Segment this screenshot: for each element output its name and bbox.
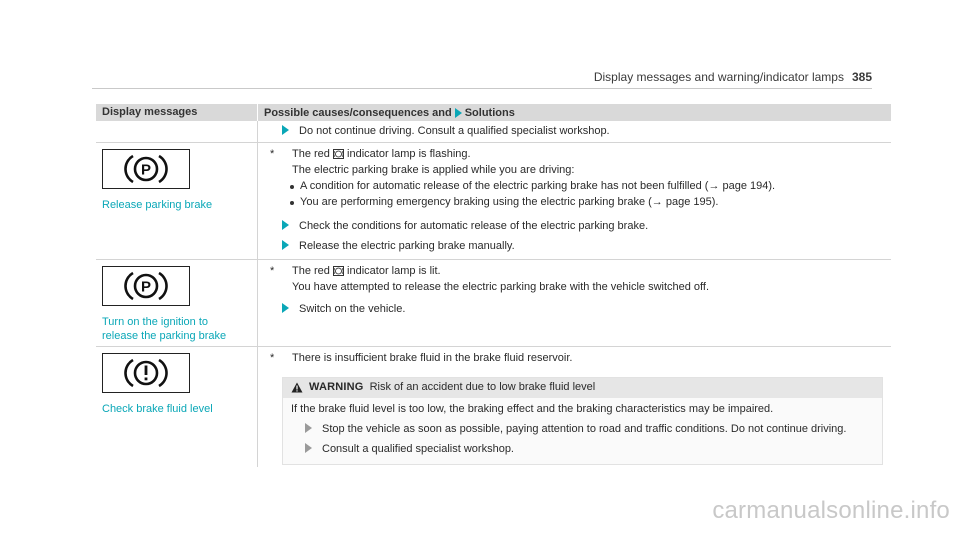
row-solution-cell: [258, 347, 891, 467]
arrow-icon: [455, 108, 462, 118]
warning-text: If the brake fluid level is too low, the braking effect and the braking characteristics may be impaired.: [291, 402, 774, 415]
parking-brake-icon: [333, 266, 344, 276]
list-item: You are performing emergency braking using the electric parking brake (→ page 195).: [290, 195, 883, 211]
table-row: [96, 347, 891, 467]
brake-warning-lamp-icon: [102, 353, 190, 393]
warning-triangle-icon: [291, 382, 303, 393]
warning-title: Risk of an accident due to low brake fluid level: [369, 380, 596, 393]
cause-detail: You have attempted to release the electric parking brake with the vehicle switched off.: [292, 280, 710, 293]
header-title: Display messages and warning/indicator lamps: [593, 70, 844, 84]
col-header-solutions-label: Solutions: [464, 106, 515, 119]
warning-label: WARNING: [309, 380, 364, 393]
display-message-release-parking-brake: Release parking brake: [102, 199, 213, 211]
display-messages-table: [96, 104, 891, 467]
arrow-icon: [305, 423, 312, 433]
arrow-icon: [282, 303, 289, 313]
row-solution-cell: [258, 260, 891, 346]
col-header-causes-label: Possible causes/consequences and: [264, 106, 452, 119]
solution-step: Do not continue driving. Consult a qualified specialist workshop.: [258, 124, 883, 140]
list-item: A condition for automatic release of the electric parking brake has not been fulfilled (→ page 194).: [290, 179, 883, 195]
parking-brake-lamp-icon: [102, 149, 190, 189]
page-header: [594, 70, 872, 84]
parking-brake-icon: [333, 149, 344, 159]
svg-text:P: P: [140, 278, 152, 296]
cause-line: * The red indicator lamp is lit.: [270, 265, 441, 277]
table-row: [96, 121, 891, 143]
cause-bullet-list: [258, 179, 883, 211]
row-message-cell: [96, 347, 258, 467]
arrow-icon: [282, 125, 289, 135]
solution-step: Switch on the vehicle.: [258, 302, 883, 318]
display-message-turn-on-ignition: Turn on the ignition to release the parking brake: [102, 316, 227, 342]
row-message-cell: [96, 260, 258, 346]
warning-header: [283, 378, 882, 398]
header-divider: [92, 88, 872, 89]
arrow-icon: [305, 443, 312, 453]
table-row: [96, 260, 891, 347]
solution-step: Stop the vehicle as soon as possible, paying attention to road and traffic conditions. Do not continue driving.: [291, 422, 874, 438]
warning-box: [282, 377, 883, 465]
solution-step: Check the conditions for automatic release of the electric parking brake.: [258, 219, 883, 235]
cause-detail: The electric parking brake is applied while you are driving:: [292, 163, 575, 176]
display-message-check-brake-fluid: Check brake fluid level: [102, 403, 213, 415]
row-solution-cell: [258, 121, 891, 142]
cause-line: * There is insufficient brake fluid in the brake fluid reservoir.: [270, 352, 573, 364]
row-message-cell: [96, 121, 258, 142]
row-solution-cell: [258, 143, 891, 259]
cause-line: * The red indicator lamp is flashing.: [270, 148, 471, 160]
svg-text:P: P: [140, 161, 152, 179]
row-message-cell: [96, 143, 258, 259]
arrow-icon: [282, 220, 289, 230]
col-header-display-messages: Display messages: [96, 104, 258, 121]
arrow-icon: [282, 240, 289, 250]
solution-step: Consult a qualified specialist workshop.: [291, 442, 874, 458]
table-row: [96, 143, 891, 260]
page-number: 385: [851, 70, 872, 84]
warning-body: [283, 398, 882, 464]
solution-step: Release the electric parking brake manually.: [258, 239, 883, 255]
col-header-causes: [258, 104, 891, 121]
table-header: [96, 104, 891, 121]
parking-brake-lamp-icon: [102, 266, 190, 306]
watermark: carmanualsonline.info: [712, 497, 950, 524]
